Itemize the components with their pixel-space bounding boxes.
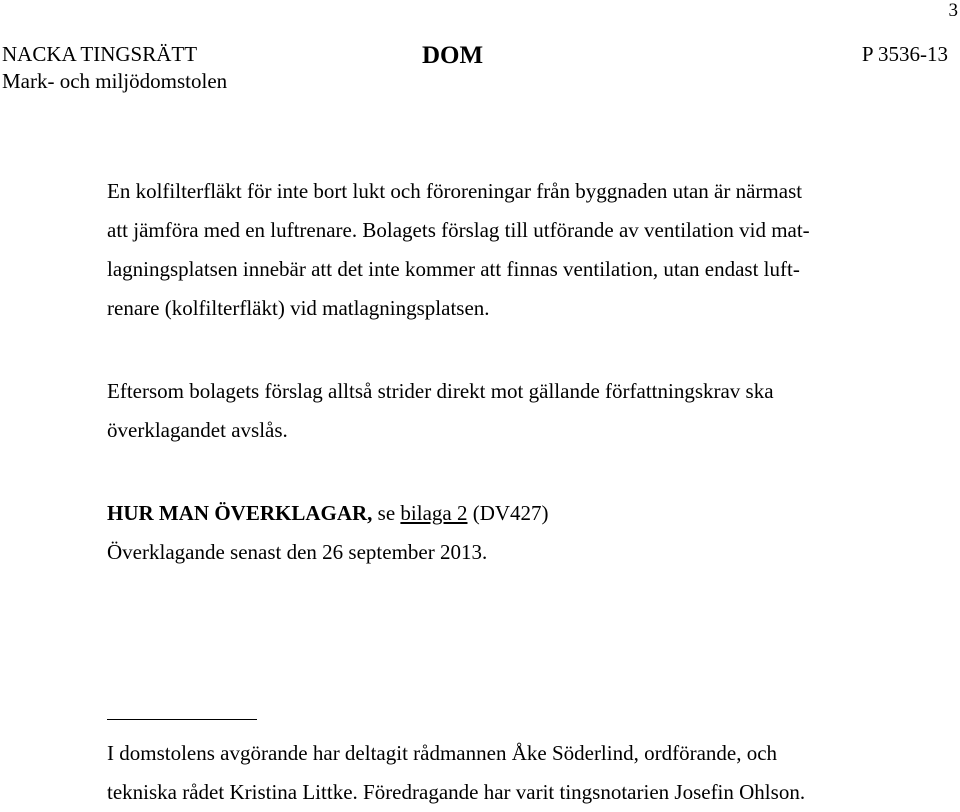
paragraph-conclusion <box>107 372 907 450</box>
bilaga-link[interactable]: bilaga 2 <box>400 501 468 525</box>
case-number: P 3536-13 <box>861 42 948 66</box>
appeal-heading: HUR MAN ÖVERKLAGAR, <box>107 501 373 525</box>
court-subdivision: Mark- och miljödomstolen <box>2 69 228 93</box>
text-line: att jämföra med en luftrenare. Bolagets förslag till utförande av ventilation vid mat- <box>107 218 810 242</box>
separator-rule <box>107 719 257 720</box>
appeal-section <box>107 494 907 572</box>
page-number: 3 <box>948 0 958 21</box>
text-line: renare (kolfilterfläkt) vid matlagningsplatsen. <box>107 296 490 320</box>
court-name: NACKA TINGSRÄTT <box>2 42 198 66</box>
text-line: tekniska rådet Kristina Littke. Föredragande har varit tingsnotarien Josefin Ohlson. <box>107 780 806 804</box>
document-type: DOM <box>422 42 484 69</box>
text-line: överklagandet avslås. <box>107 418 288 442</box>
form-code: (DV427) <box>472 501 549 525</box>
text-line: En kolfilterfläkt för inte bort lukt och föroreningar från byggnaden utan är närmast <box>107 179 803 203</box>
text-line: I domstolens avgörande har deltagit rådmannen Åke Söderlind, ordförande, och <box>107 741 778 765</box>
appeal-instruction-line <box>107 494 907 533</box>
text-line: Eftersom bolagets förslag alltså strider direkt mot gällande författningskrav ska <box>107 379 774 403</box>
paragraph-ventilation <box>107 172 907 328</box>
text-line: lagningsplatsen innebär att det inte kommer att finnas ventilation, utan endast luft- <box>107 257 800 281</box>
participants-note <box>107 734 907 812</box>
appeal-se: se <box>377 501 396 525</box>
appeal-deadline: Överklagande senast den 26 september 2013. <box>107 540 488 564</box>
